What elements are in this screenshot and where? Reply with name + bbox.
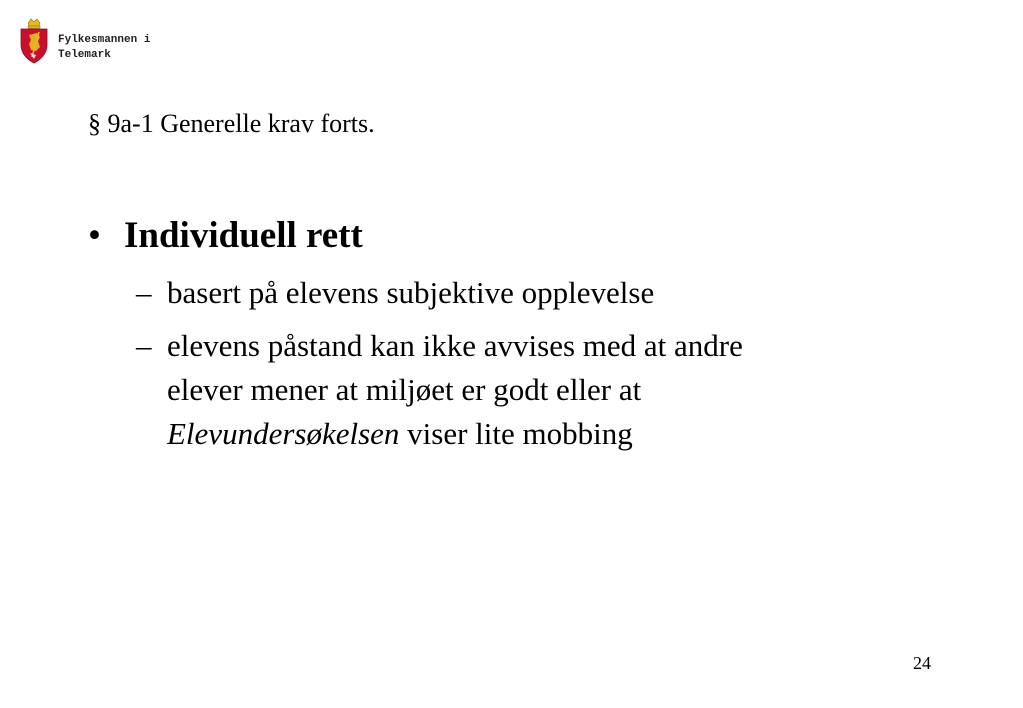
organization-name-line2: Telemark (58, 49, 111, 61)
sub-bullet-1 (136, 271, 654, 315)
sub-bullet-2-line3 (167, 412, 743, 456)
sub-bullet-2-line1: elevens påstand kan ikke avvises med at andre (167, 328, 743, 363)
sub-bullet-2-text (167, 324, 743, 456)
main-bullet (88, 213, 363, 259)
sub-bullet-1-text: basert på elevens subjektive opplevelse (167, 275, 655, 310)
norwegian-coat-of-arms-icon (18, 17, 50, 65)
main-bullet-text: Individuell rett (124, 215, 363, 256)
bullet-marker: • (88, 215, 101, 256)
organization-name-line1: Fylkesmannen i (58, 34, 151, 46)
slide-title: § 9a-1 Generelle krav forts. (88, 109, 375, 138)
sub-bullet-2-line3-rest: viser lite mobbing (399, 416, 633, 451)
dash-marker: – (136, 275, 152, 310)
dash-marker: – (136, 328, 152, 363)
sub-bullet-2 (136, 324, 743, 456)
sub-bullet-2-line2: elever mener at miljøet er godt eller at (167, 372, 642, 407)
survey-name: Elevundersøkelsen (167, 416, 400, 451)
page-number: 24 (913, 653, 931, 673)
organization-name (58, 33, 150, 63)
